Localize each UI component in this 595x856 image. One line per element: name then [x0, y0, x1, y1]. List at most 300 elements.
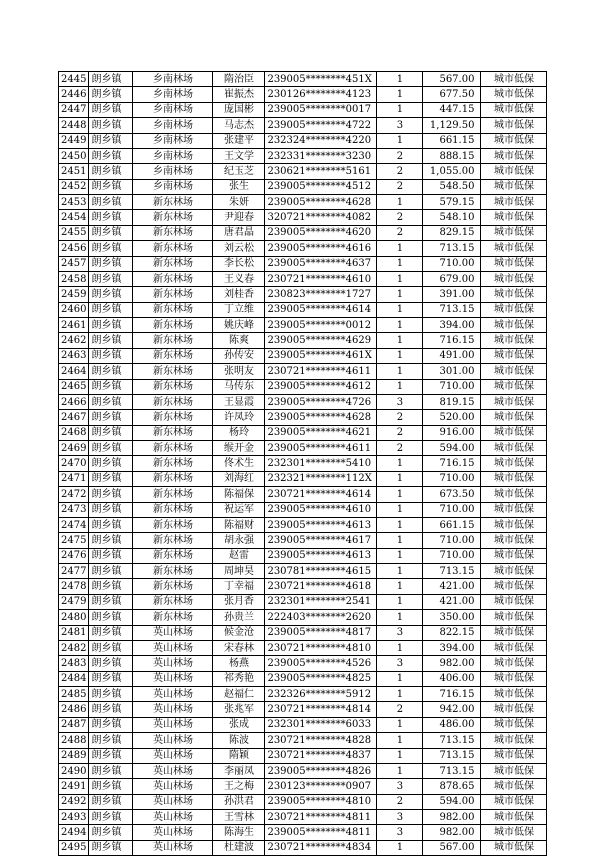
name-cell: 孙传安 — [213, 348, 265, 363]
town-cell: 朗乡镇 — [89, 364, 133, 379]
table-row — [59, 471, 547, 486]
table-row — [59, 517, 547, 532]
assistance-type-cell: 城市低保 — [481, 564, 547, 579]
forest-farm-cell: 新东林场 — [133, 256, 213, 271]
table-row — [59, 702, 547, 717]
forest-farm-cell: 新东林场 — [133, 364, 213, 379]
row-number-cell: 2472 — [59, 487, 89, 502]
name-cell: 杜建波 — [213, 840, 265, 855]
amount-cell: 710.00 — [423, 533, 481, 548]
assistance-type-cell: 城市低保 — [481, 118, 547, 133]
table-row — [59, 179, 547, 194]
household-count-cell: 3 — [377, 825, 423, 840]
id-number-cell: 239005********4610 — [265, 502, 377, 517]
amount-cell: 710.00 — [423, 502, 481, 517]
amount-cell: 888.15 — [423, 148, 481, 163]
household-count-cell: 1 — [377, 733, 423, 748]
forest-farm-cell: 乡南林场 — [133, 72, 213, 87]
forest-farm-cell: 新东林场 — [133, 287, 213, 302]
town-cell: 朗乡镇 — [89, 517, 133, 532]
name-cell: 杨燕 — [213, 656, 265, 671]
forest-farm-cell: 新东林场 — [133, 594, 213, 609]
name-cell: 丁幸福 — [213, 579, 265, 594]
household-count-cell: 1 — [377, 302, 423, 317]
id-number-cell: 239005********4811 — [265, 825, 377, 840]
forest-farm-cell: 新东林场 — [133, 271, 213, 286]
town-cell: 朗乡镇 — [89, 579, 133, 594]
id-number-cell: 239005********461X — [265, 348, 377, 363]
assistance-type-cell: 城市低保 — [481, 702, 547, 717]
table-row — [59, 410, 547, 425]
forest-farm-cell: 乡南林场 — [133, 87, 213, 102]
household-count-cell: 1 — [377, 318, 423, 333]
assistance-type-cell: 城市低保 — [481, 225, 547, 240]
table-row — [59, 441, 547, 456]
row-number-cell: 2476 — [59, 548, 89, 563]
id-number-cell: 239005********4826 — [265, 763, 377, 778]
household-count-cell: 1 — [377, 763, 423, 778]
id-number-cell: 239005********4810 — [265, 794, 377, 809]
table-row — [59, 318, 547, 333]
assistance-type-cell: 城市低保 — [481, 548, 547, 563]
assistance-type-cell: 城市低保 — [481, 287, 547, 302]
id-number-cell: 230621********5161 — [265, 164, 377, 179]
id-number-cell: 232301********6033 — [265, 717, 377, 732]
household-count-cell: 2 — [377, 164, 423, 179]
town-cell: 朗乡镇 — [89, 717, 133, 732]
id-number-cell: 230126********4123 — [265, 87, 377, 102]
id-number-cell: 230721********4810 — [265, 640, 377, 655]
amount-cell: 713.15 — [423, 241, 481, 256]
table-row — [59, 548, 547, 563]
id-number-cell: 230781********4615 — [265, 564, 377, 579]
name-cell: 王雪林 — [213, 810, 265, 825]
row-number-cell: 2467 — [59, 410, 89, 425]
town-cell: 朗乡镇 — [89, 410, 133, 425]
household-count-cell: 1 — [377, 133, 423, 148]
amount-cell: 406.00 — [423, 671, 481, 686]
assistance-type-cell: 城市低保 — [481, 810, 547, 825]
assistance-type-cell: 城市低保 — [481, 640, 547, 655]
table-row — [59, 394, 547, 409]
id-number-cell: 232301********5410 — [265, 456, 377, 471]
row-number-cell: 2494 — [59, 825, 89, 840]
row-number-cell: 2460 — [59, 302, 89, 317]
forest-farm-cell: 英山林场 — [133, 656, 213, 671]
amount-cell: 579.15 — [423, 195, 481, 210]
data-table — [58, 71, 547, 856]
name-cell: 陈波 — [213, 733, 265, 748]
household-count-cell: 1 — [377, 333, 423, 348]
row-number-cell: 2453 — [59, 195, 89, 210]
forest-farm-cell: 新东林场 — [133, 487, 213, 502]
id-number-cell: 232301********2541 — [265, 594, 377, 609]
table-row — [59, 133, 547, 148]
assistance-type-cell: 城市低保 — [481, 825, 547, 840]
table-row — [59, 102, 547, 117]
row-number-cell: 2484 — [59, 671, 89, 686]
row-number-cell: 2493 — [59, 810, 89, 825]
forest-farm-cell: 英山林场 — [133, 840, 213, 855]
table-row — [59, 148, 547, 163]
assistance-type-cell: 城市低保 — [481, 794, 547, 809]
table-row — [59, 333, 547, 348]
amount-cell: 713.15 — [423, 763, 481, 778]
town-cell: 朗乡镇 — [89, 225, 133, 240]
assistance-type-cell: 城市低保 — [481, 302, 547, 317]
table-row — [59, 210, 547, 225]
row-number-cell: 2456 — [59, 241, 89, 256]
town-cell: 朗乡镇 — [89, 425, 133, 440]
row-number-cell: 2468 — [59, 425, 89, 440]
forest-farm-cell: 新东林场 — [133, 302, 213, 317]
id-number-cell: 320721********4082 — [265, 210, 377, 225]
amount-cell: 350.00 — [423, 610, 481, 625]
forest-farm-cell: 英山林场 — [133, 763, 213, 778]
amount-cell: 548.10 — [423, 210, 481, 225]
town-cell: 朗乡镇 — [89, 318, 133, 333]
household-count-cell: 1 — [377, 456, 423, 471]
assistance-type-cell: 城市低保 — [481, 671, 547, 686]
assistance-type-cell: 城市低保 — [481, 256, 547, 271]
household-count-cell: 2 — [377, 410, 423, 425]
amount-cell: 819.15 — [423, 394, 481, 409]
id-number-cell: 230721********4837 — [265, 748, 377, 763]
forest-farm-cell: 新东林场 — [133, 210, 213, 225]
assistance-type-cell: 城市低保 — [481, 579, 547, 594]
forest-farm-cell: 新东林场 — [133, 394, 213, 409]
id-number-cell: 232321********112X — [265, 471, 377, 486]
assistance-type-cell: 城市低保 — [481, 164, 547, 179]
row-number-cell: 2474 — [59, 517, 89, 532]
table-row — [59, 810, 547, 825]
id-number-cell: 239005********4616 — [265, 241, 377, 256]
assistance-type-cell: 城市低保 — [481, 364, 547, 379]
town-cell: 朗乡镇 — [89, 72, 133, 87]
amount-cell: 594.00 — [423, 441, 481, 456]
row-number-cell: 2486 — [59, 702, 89, 717]
household-count-cell: 1 — [377, 594, 423, 609]
row-number-cell: 2448 — [59, 118, 89, 133]
forest-farm-cell: 英山林场 — [133, 671, 213, 686]
amount-cell: 713.15 — [423, 733, 481, 748]
town-cell: 朗乡镇 — [89, 241, 133, 256]
id-number-cell: 239005********4817 — [265, 625, 377, 640]
amount-cell: 486.00 — [423, 717, 481, 732]
name-cell: 陈爽 — [213, 333, 265, 348]
table-row — [59, 225, 547, 240]
forest-farm-cell: 英山林场 — [133, 625, 213, 640]
row-number-cell: 2478 — [59, 579, 89, 594]
household-count-cell: 1 — [377, 748, 423, 763]
town-cell: 朗乡镇 — [89, 794, 133, 809]
household-count-cell: 1 — [377, 241, 423, 256]
household-count-cell: 3 — [377, 810, 423, 825]
forest-farm-cell: 乡南林场 — [133, 133, 213, 148]
name-cell: 刘云松 — [213, 241, 265, 256]
town-cell: 朗乡镇 — [89, 379, 133, 394]
id-number-cell: 239005********4726 — [265, 394, 377, 409]
name-cell: 周坤昊 — [213, 564, 265, 579]
town-cell: 朗乡镇 — [89, 748, 133, 763]
household-count-cell: 1 — [377, 487, 423, 502]
household-count-cell: 1 — [377, 687, 423, 702]
town-cell: 朗乡镇 — [89, 702, 133, 717]
id-number-cell: 239005********4825 — [265, 671, 377, 686]
amount-cell: 710.00 — [423, 471, 481, 486]
town-cell: 朗乡镇 — [89, 179, 133, 194]
household-count-cell: 2 — [377, 425, 423, 440]
forest-farm-cell: 新东林场 — [133, 502, 213, 517]
table-row — [59, 118, 547, 133]
town-cell: 朗乡镇 — [89, 333, 133, 348]
forest-farm-cell: 新东林场 — [133, 318, 213, 333]
id-number-cell: 239005********0012 — [265, 318, 377, 333]
town-cell: 朗乡镇 — [89, 210, 133, 225]
household-count-cell: 1 — [377, 379, 423, 394]
row-number-cell: 2466 — [59, 394, 89, 409]
id-number-cell: 230721********4614 — [265, 487, 377, 502]
amount-cell: 421.00 — [423, 579, 481, 594]
amount-cell: 673.50 — [423, 487, 481, 502]
table-row — [59, 748, 547, 763]
household-count-cell: 1 — [377, 671, 423, 686]
table-row — [59, 72, 547, 87]
forest-farm-cell: 英山林场 — [133, 702, 213, 717]
amount-cell: 661.15 — [423, 517, 481, 532]
name-cell: 张月香 — [213, 594, 265, 609]
assistance-type-cell: 城市低保 — [481, 333, 547, 348]
table-row — [59, 456, 547, 471]
forest-farm-cell: 乡南林场 — [133, 164, 213, 179]
name-cell: 朱妍 — [213, 195, 265, 210]
name-cell: 张明友 — [213, 364, 265, 379]
id-number-cell: 230721********4618 — [265, 579, 377, 594]
name-cell: 候金沧 — [213, 625, 265, 640]
forest-farm-cell: 新东林场 — [133, 441, 213, 456]
row-number-cell: 2464 — [59, 364, 89, 379]
assistance-type-cell: 城市低保 — [481, 779, 547, 794]
name-cell: 宋春林 — [213, 640, 265, 655]
assistance-type-cell: 城市低保 — [481, 148, 547, 163]
table-row — [59, 379, 547, 394]
table-row — [59, 640, 547, 655]
row-number-cell: 2469 — [59, 441, 89, 456]
forest-farm-cell: 乡南林场 — [133, 148, 213, 163]
table-row — [59, 579, 547, 594]
table-row — [59, 271, 547, 286]
name-cell: 李长松 — [213, 256, 265, 271]
amount-cell: 567.00 — [423, 72, 481, 87]
town-cell: 朗乡镇 — [89, 148, 133, 163]
table-row — [59, 364, 547, 379]
table-row — [59, 533, 547, 548]
name-cell: 王文学 — [213, 148, 265, 163]
table-row — [59, 656, 547, 671]
forest-farm-cell: 新东林场 — [133, 517, 213, 532]
name-cell: 隋治臣 — [213, 72, 265, 87]
assistance-type-cell: 城市低保 — [481, 410, 547, 425]
row-number-cell: 2487 — [59, 717, 89, 732]
assistance-type-cell: 城市低保 — [481, 210, 547, 225]
forest-farm-cell: 新东林场 — [133, 195, 213, 210]
table-row — [59, 487, 547, 502]
row-number-cell: 2465 — [59, 379, 89, 394]
forest-farm-cell: 新东林场 — [133, 579, 213, 594]
assistance-type-cell: 城市低保 — [481, 179, 547, 194]
household-count-cell: 1 — [377, 717, 423, 732]
forest-farm-cell: 新东林场 — [133, 564, 213, 579]
forest-farm-cell: 英山林场 — [133, 733, 213, 748]
row-number-cell: 2491 — [59, 779, 89, 794]
name-cell: 马传东 — [213, 379, 265, 394]
name-cell: 杨玲 — [213, 425, 265, 440]
town-cell: 朗乡镇 — [89, 548, 133, 563]
town-cell: 朗乡镇 — [89, 471, 133, 486]
assistance-type-cell: 城市低保 — [481, 425, 547, 440]
town-cell: 朗乡镇 — [89, 164, 133, 179]
row-number-cell: 2485 — [59, 687, 89, 702]
row-number-cell: 2479 — [59, 594, 89, 609]
id-number-cell: 239005********4628 — [265, 195, 377, 210]
name-cell: 孙贵兰 — [213, 610, 265, 625]
name-cell: 张生 — [213, 179, 265, 194]
name-cell: 陈福保 — [213, 487, 265, 502]
town-cell: 朗乡镇 — [89, 671, 133, 686]
table-row — [59, 779, 547, 794]
town-cell: 朗乡镇 — [89, 640, 133, 655]
town-cell: 朗乡镇 — [89, 256, 133, 271]
row-number-cell: 2451 — [59, 164, 89, 179]
forest-farm-cell: 新东林场 — [133, 456, 213, 471]
amount-cell: 391.00 — [423, 287, 481, 302]
town-cell: 朗乡镇 — [89, 779, 133, 794]
amount-cell: 491.00 — [423, 348, 481, 363]
row-number-cell: 2452 — [59, 179, 89, 194]
name-cell: 陈海生 — [213, 825, 265, 840]
table-row — [59, 348, 547, 363]
household-count-cell: 2 — [377, 702, 423, 717]
table-row — [59, 610, 547, 625]
forest-farm-cell: 英山林场 — [133, 810, 213, 825]
name-cell: 孙洪君 — [213, 794, 265, 809]
forest-farm-cell: 新东林场 — [133, 333, 213, 348]
id-number-cell: 230721********4814 — [265, 702, 377, 717]
table-row — [59, 717, 547, 732]
forest-farm-cell: 新东林场 — [133, 548, 213, 563]
town-cell: 朗乡镇 — [89, 487, 133, 502]
name-cell: 缑开金 — [213, 441, 265, 456]
assistance-type-cell: 城市低保 — [481, 610, 547, 625]
id-number-cell: 230721********4834 — [265, 840, 377, 855]
name-cell: 张兆军 — [213, 702, 265, 717]
household-count-cell: 3 — [377, 118, 423, 133]
id-number-cell: 239005********451X — [265, 72, 377, 87]
row-number-cell: 2473 — [59, 502, 89, 517]
amount-cell: 1,055.00 — [423, 164, 481, 179]
assistance-type-cell: 城市低保 — [481, 625, 547, 640]
household-count-cell: 1 — [377, 72, 423, 87]
town-cell: 朗乡镇 — [89, 610, 133, 625]
row-number-cell: 2455 — [59, 225, 89, 240]
table-row — [59, 825, 547, 840]
row-number-cell: 2495 — [59, 840, 89, 855]
town-cell: 朗乡镇 — [89, 348, 133, 363]
amount-cell: 982.00 — [423, 825, 481, 840]
assistance-type-cell: 城市低保 — [481, 748, 547, 763]
row-number-cell: 2477 — [59, 564, 89, 579]
id-number-cell: 230721********4811 — [265, 810, 377, 825]
amount-cell: 982.00 — [423, 810, 481, 825]
forest-farm-cell: 英山林场 — [133, 779, 213, 794]
forest-farm-cell: 新东林场 — [133, 241, 213, 256]
row-number-cell: 2446 — [59, 87, 89, 102]
forest-farm-cell: 新东林场 — [133, 379, 213, 394]
id-number-cell: 230721********4611 — [265, 364, 377, 379]
table-row — [59, 564, 547, 579]
id-number-cell: 230823********1727 — [265, 287, 377, 302]
id-number-cell: 239005********4621 — [265, 425, 377, 440]
row-number-cell: 2457 — [59, 256, 89, 271]
id-number-cell: 239005********4613 — [265, 548, 377, 563]
household-count-cell: 1 — [377, 640, 423, 655]
amount-cell: 394.00 — [423, 640, 481, 655]
forest-farm-cell: 英山林场 — [133, 794, 213, 809]
name-cell: 王显霞 — [213, 394, 265, 409]
table-row — [59, 287, 547, 302]
amount-cell: 713.15 — [423, 302, 481, 317]
amount-cell: 716.15 — [423, 687, 481, 702]
amount-cell: 677.50 — [423, 87, 481, 102]
id-number-cell: 239005********4628 — [265, 410, 377, 425]
amount-cell: 567.00 — [423, 840, 481, 855]
assistance-type-cell: 城市低保 — [481, 241, 547, 256]
name-cell: 李丽凤 — [213, 763, 265, 778]
assistance-type-cell: 城市低保 — [481, 271, 547, 286]
name-cell: 许凤玲 — [213, 410, 265, 425]
household-count-cell: 1 — [377, 271, 423, 286]
assistance-type-cell: 城市低保 — [481, 517, 547, 532]
row-number-cell: 2471 — [59, 471, 89, 486]
id-number-cell: 232331********3230 — [265, 148, 377, 163]
household-count-cell: 1 — [377, 87, 423, 102]
forest-farm-cell: 乡南林场 — [133, 118, 213, 133]
town-cell: 朗乡镇 — [89, 656, 133, 671]
row-number-cell: 2463 — [59, 348, 89, 363]
amount-cell: 679.00 — [423, 271, 481, 286]
forest-farm-cell: 新东林场 — [133, 225, 213, 240]
household-count-cell: 1 — [377, 533, 423, 548]
assistance-type-cell: 城市低保 — [481, 195, 547, 210]
row-number-cell: 2488 — [59, 733, 89, 748]
table-row — [59, 302, 547, 317]
town-cell: 朗乡镇 — [89, 456, 133, 471]
table-row — [59, 687, 547, 702]
table-row — [59, 502, 547, 517]
amount-cell: 661.15 — [423, 133, 481, 148]
id-number-cell: 239005********4629 — [265, 333, 377, 348]
id-number-cell: 239005********0017 — [265, 102, 377, 117]
id-number-cell: 222403********2620 — [265, 610, 377, 625]
town-cell: 朗乡镇 — [89, 564, 133, 579]
forest-farm-cell: 新东林场 — [133, 425, 213, 440]
name-cell: 赵福仁 — [213, 687, 265, 702]
assistance-type-cell: 城市低保 — [481, 502, 547, 517]
row-number-cell: 2450 — [59, 148, 89, 163]
household-count-cell: 2 — [377, 441, 423, 456]
assistance-type-cell: 城市低保 — [481, 441, 547, 456]
household-count-cell: 1 — [377, 502, 423, 517]
